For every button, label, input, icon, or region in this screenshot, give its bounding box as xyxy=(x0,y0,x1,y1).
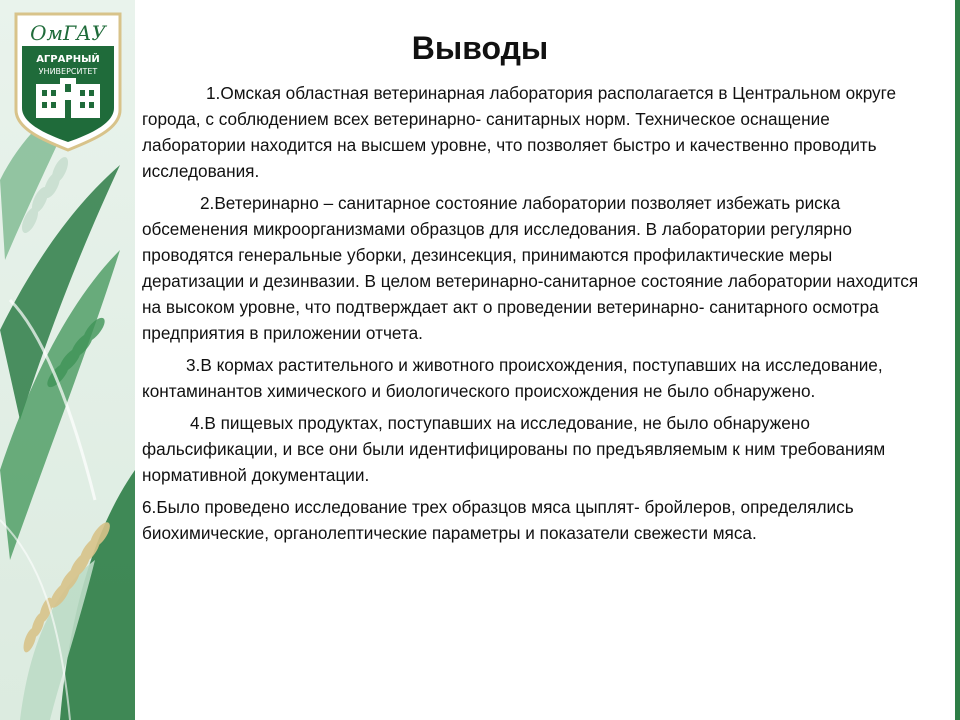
university-building-icon xyxy=(36,78,100,118)
conclusion-paragraph-3: 3.В кормах растительного и животного происхождения, поступавших на исследование, контаминантов химического и биологического происхождения не было обнаружено. xyxy=(142,355,883,401)
university-logo xyxy=(8,10,128,152)
right-accent-strip xyxy=(955,0,960,720)
slide-title: Выводы xyxy=(411,30,549,66)
conclusion-paragraph-2: 2.Ветеринарно – санитарное состояние лаборатории позволяет избежать риска обсеменения микроорганизмами образцов для исследования. В лаборатории регулярно проводятся генеральные уборки, дезинсекция, принимаются профилактические меры дератизации и дезинвазии. В целом ветеринарно-санитарное состояние лаборатории находится на высоком уровне, что подтверждает акт о проведении ветеринарно- санитарного осмотра предприятия в приложении отчета. xyxy=(142,193,919,343)
conclusion-paragraph-6: 6.Было проведено исследование трех образцов мяса цыплят- бройлеров, определялись биохимические, органолептические параметры и показатели свежести мяса. xyxy=(142,497,854,543)
logo-line2: УНИВЕРСИТЕТ xyxy=(38,67,98,76)
logo-brand: ОмГАУ xyxy=(30,21,106,45)
conclusions-text xyxy=(142,80,932,552)
conclusion-paragraph-1: 1.Омская областная ветеринарная лаборатория располагается в Центральном округе города, с соблюдением всех ветеринарно- санитарных норм. Техническое оснащение лаборатории находится на высшем уровне, что позволяет быстро и качественно проводить исследования. xyxy=(142,83,897,181)
logo-line1: АГРАРНЫЙ xyxy=(36,54,100,65)
conclusion-paragraph-4: 4.В пищевых продуктах, поступавших на исследование, не было обнаружено фальсификации, и все они были идентифицированы по предъявляемым к ним требованиям нормативной документации. xyxy=(142,413,886,485)
